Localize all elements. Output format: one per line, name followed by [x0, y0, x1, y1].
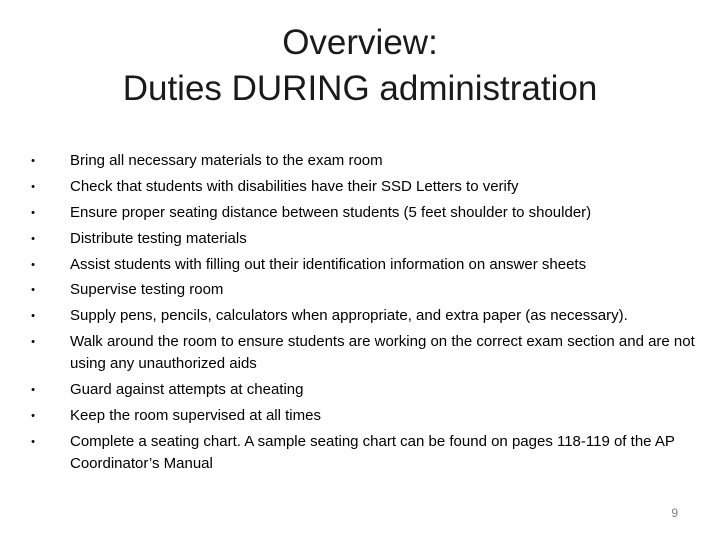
bullet-dot-icon: •	[31, 206, 35, 219]
bullet-text: Assist students with filling out their identification information on answer sheets	[70, 255, 587, 273]
bullet-item	[28, 379, 698, 401]
bullet-item	[28, 254, 698, 276]
title-line-2: Duties DURING administration	[122, 69, 598, 108]
bullet-dot-icon: •	[31, 310, 35, 323]
bullet-text: Supply pens, pencils, calculators when appropriate, and extra paper (as necessary).	[70, 307, 628, 325]
bullet-dot-icon: •	[31, 155, 35, 167]
bullet-dot-icon: •	[31, 232, 35, 245]
bullet-dot-icon: •	[31, 284, 35, 297]
bullet-dot-icon: •	[31, 258, 35, 271]
bullet-text: Ensure proper seating distance between students (5 feet shoulder to shoulder)	[70, 203, 592, 221]
bullet-text: Keep the room supervised at all times	[70, 407, 321, 425]
bullet-text: Walk around the room to ensure students are working on the correct exam section and are not using any unauthorized aids	[70, 333, 695, 373]
bullet-item	[28, 331, 698, 375]
bullet-text: Guard against attempts at cheating	[70, 381, 304, 399]
bullet-text: Check that students with disabilities have their SSD Letters to verify	[70, 177, 519, 195]
bullet-item	[28, 228, 698, 250]
duties-bullet-list	[28, 150, 698, 479]
bullet-dot-icon: •	[31, 336, 35, 349]
bullet-item	[28, 305, 698, 327]
bullet-item	[28, 202, 698, 224]
bullet-text: Supervise testing room	[70, 281, 224, 299]
bullet-item	[28, 431, 698, 475]
bullet-item	[28, 279, 698, 301]
bullet-item	[28, 405, 698, 427]
bullet-text: Complete a seating chart. A sample seating chart can be found on pages 118-119 of the AP Coordinator’s Manual	[70, 432, 675, 472]
bullet-text: Bring all necessary materials to the exam room	[70, 152, 383, 169]
bullet-dot-icon: •	[31, 384, 35, 397]
bullet-dot-icon: •	[31, 180, 35, 193]
bullet-item	[28, 150, 698, 172]
title-line-1: Overview:	[282, 23, 438, 62]
slide-title	[0, 20, 720, 112]
bullet-item	[28, 176, 698, 198]
page-number: 9	[671, 506, 678, 520]
bullet-dot-icon: •	[31, 410, 35, 423]
bullet-dot-icon: •	[31, 435, 35, 448]
bullet-text: Distribute testing materials	[70, 229, 247, 247]
